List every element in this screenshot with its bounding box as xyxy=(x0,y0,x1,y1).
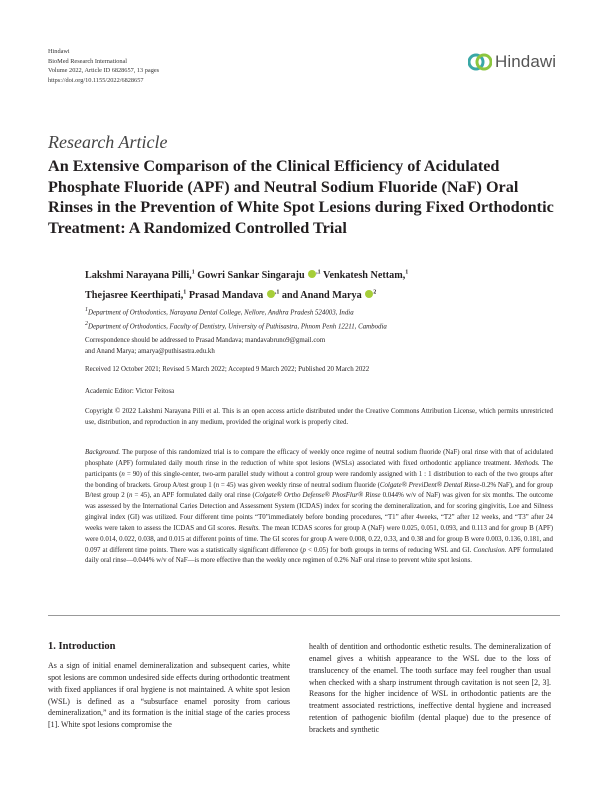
correspondence-line: Correspondence should be addressed to Prasad Mandava; mandavabruno9@gmail.com xyxy=(85,337,326,344)
author[interactable]: and Anand Marya $^2$ xyxy=(281,289,377,302)
publisher-name: Hindawi xyxy=(48,48,70,55)
volume-info: Volume 2022, Article ID 6828657, 13 pages xyxy=(48,67,160,75)
author[interactable]: Lakshmi Narayana Pilli,$^1$ xyxy=(85,270,195,282)
orcid-icon[interactable] xyxy=(308,270,316,278)
body-column-right: health of dentition and orthodontic esthetic results. The demineralization of enamel gives a whitish appearance to the WSL due to the loss of translucency of the enamel. The tooth surface may feel rougher than usual when checked with a sharp instrument through cavitation is not seen [2, 3]. Reasons for the higher incidence of WSL in orthodontic patients are the treatment associated restrictions, ineffective dental hygiene and increased retention of pathogenic biofilm (dental plaque) due to the presence of brackets and synthetic xyxy=(309,642,551,734)
affiliation: $^1$Department of Orthodontics, Narayana Dental College, Nellore, Andhra Pradesh 524003, India xyxy=(85,307,354,317)
correspondence xyxy=(85,335,545,358)
logo-text: Hindawi xyxy=(495,52,557,71)
author[interactable]: Thejasree Keerthipati,$^1$ xyxy=(85,289,187,302)
journal-name: BioMed Research International xyxy=(48,57,128,65)
copyright-notice: Copyright © 2022 Lakshmi Narayana Pilli et al. This is an open access article distributed under the Creative Commons Attribution License, which permits unrestricted use, distribution, and reproduction in any medium, provided the original work is properly cited. xyxy=(85,408,553,427)
abstract-label-background: Background. xyxy=(85,449,121,456)
author[interactable]: Prasad Mandava $^{,1}$ xyxy=(188,289,280,302)
abstract-label-results: Results. xyxy=(238,524,260,532)
orcid-icon[interactable] xyxy=(267,290,275,298)
article-type: Research Article xyxy=(48,132,168,152)
body-column-left: As a sign of initial enamel demineralization and subsequent caries, white spot lesions are common undesired side effects during orthodontic treatment with fixed appliances if oral hygiene is not maintained. A white spot lesion (WSL) is defined as a “subsurface enamel porosity from carious demineralization,” and its formation is the initial stage of the caries process [1]. White spot lesions compromise the xyxy=(48,661,290,730)
abstract-label-conclusion: Conclusion. xyxy=(473,546,507,554)
abstract-label-methods: Methods. xyxy=(514,459,540,467)
hindawi-logo-icon xyxy=(468,52,492,72)
section-divider xyxy=(48,615,560,616)
article-title: An Extensive Comparison of the Clinical Efficiency of Acidulated Phosphate Fluoride (APF) and Neutral Sodium Fluoride (NaF) Oral Rinses in the Prevention of White Spot Lesions during Fixed Orthodontic Treatment: A Randomized Controlled Trial xyxy=(48,157,554,237)
publication-dates: Received 12 October 2021; Revised 5 March 2022; Accepted 9 March 2022; Published 20 March 2022 xyxy=(85,366,370,373)
author-list xyxy=(85,265,525,305)
abstract: Background. The purpose of this randomized trial is to compare the efficacy of weekly once regime of neutral sodium fluoride (NaF) oral rinse with that of acidulated phosphate (APF) formulated daily mouth rinse in the reduction of white spot lesions (WSLs) associated with fixed orthodontic appliance treatment. Methods. The participants (n = 90) of this single-center, two-arm parallel study without a control group were randomly assigned with 1 : 1 distribution to each of the two groups after the bonding of brackets. Group A/test group 1 (n = 45) was given weekly rinse of neutral sodium fluoride (Colgate® PreviDent® Dental Rinse-0.2% NaF), and for group B/test group 2 (n = 45), an APF formulated daily oral rinse (Colgate® Ortho Defense® PhosFlur® Rinse 0.044% w/v of NaF) was given for six months. The outcome was assessed by the International Caries Detection and Assessment System (ICDAS) index for scoring the demineralization, and for scoring gingivitis, Loe and Silness gingival index (GI) was utilized. Four different time points “T0”immediately before bonding procedures, “T1” after 4weeks, “T2” after 12 weeks, and “T3” after 24 weeks were taken to assess the ICDAS and GI scores. Results. The mean ICDAS scores for group A (NaF) were 0.025, 0.051, 0.093, and 0.113 and for group B (APF) were 0.014, 0.022, 0.038, and 0.015 at different points of time. The GI scores for group A were 0.008, 0.22, 0.33, and 0.38 and for group B were 0.003, 0.136, 0.181, and 0.097 at different time points. There was a statistically significant difference (p < 0.05) for both groups in terms of reducing WSL and GI. Conclusion. APF formulated daily oral rinse—0.044% w/v of NaF—is more effective than the weekly once regimen of 0.2% NaF oral rinse to prevent white spot lesions. xyxy=(85,449,554,565)
correspondence-line: and Anand Marya; amarya@puthisastra.edu.kh xyxy=(85,348,215,356)
introduction-heading: 1. Introduction xyxy=(48,641,116,652)
author[interactable]: Venkatesh Nettam,$^1$ xyxy=(323,270,409,282)
affiliation: $^2$Department of Orthodontics, Faculty of Dentistry, University of Puthisastra, Phnom Penh 12211, Cambodia xyxy=(85,320,387,330)
author[interactable]: Gowri Sankar Singaraju $^{,1}$ xyxy=(197,270,321,282)
hindawi-logo[interactable] xyxy=(468,52,556,72)
affiliations xyxy=(85,305,555,332)
doi-link[interactable]: https://doi.org/10.1155/2022/6828657 xyxy=(48,76,144,84)
journal-info xyxy=(48,47,159,85)
academic-editor: Academic Editor: Victor Feitosa xyxy=(85,388,175,395)
